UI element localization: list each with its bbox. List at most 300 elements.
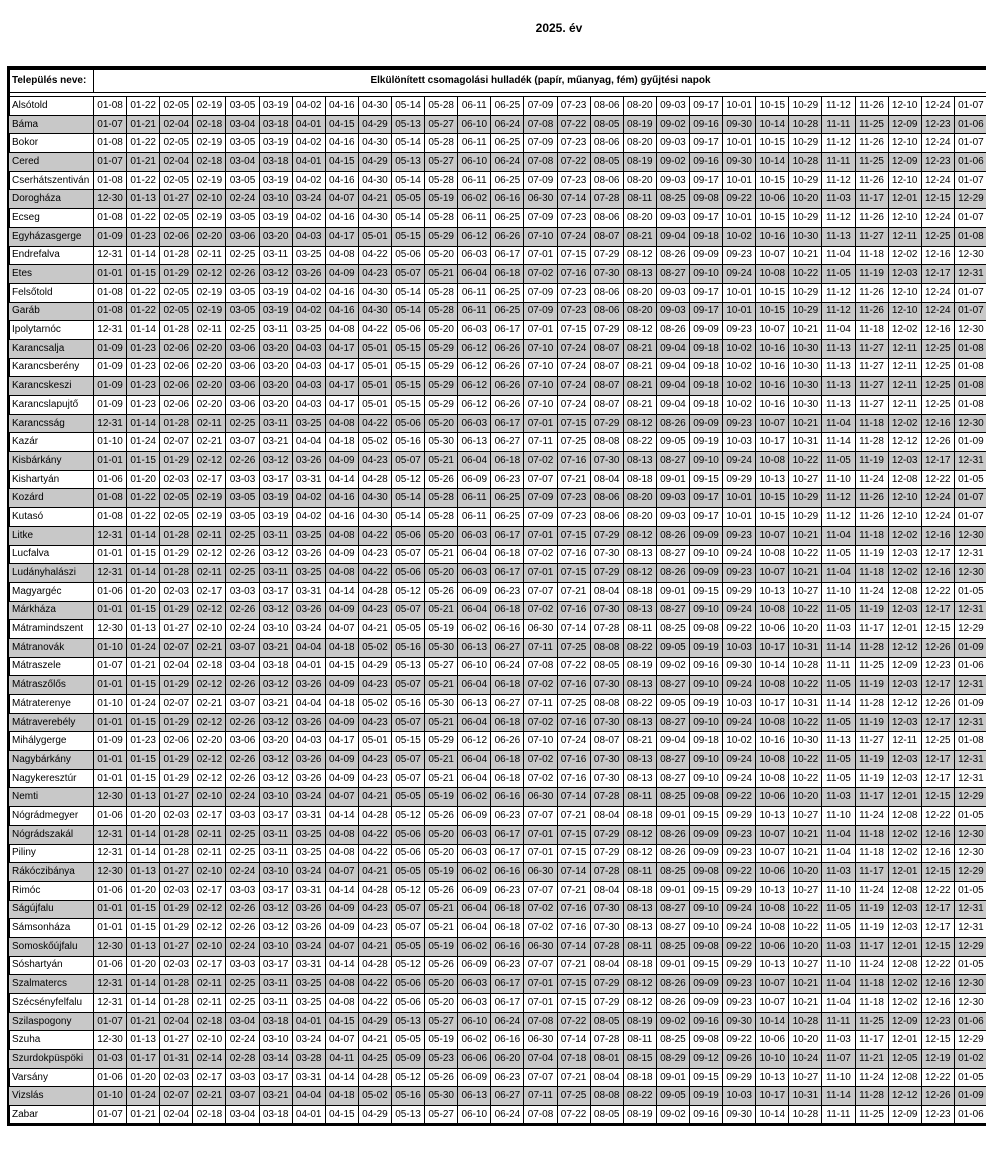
collection-date: 01-15 [127, 265, 160, 284]
collection-date: 03-18 [259, 1106, 292, 1125]
collection-date: 05-21 [425, 676, 458, 695]
collection-date: 04-17 [325, 377, 358, 396]
settlement-name: Szilaspogony [9, 1012, 94, 1031]
collection-date: 02-05 [160, 134, 193, 153]
collection-date: 08-22 [623, 1087, 656, 1106]
collection-date: 09-04 [656, 732, 689, 751]
collection-date: 01-28 [160, 975, 193, 994]
collection-date: 07-02 [524, 676, 557, 695]
collection-date: 11-14 [822, 695, 855, 714]
collection-date: 04-16 [325, 97, 358, 116]
collection-date: 04-21 [358, 190, 391, 209]
collection-date: 12-03 [888, 751, 921, 770]
collection-date: 12-24 [921, 171, 954, 190]
collection-date: 01-07 [94, 115, 127, 134]
collection-date: 11-26 [855, 489, 888, 508]
table-row [9, 713, 986, 732]
table-row [9, 134, 986, 153]
collection-date: 04-04 [292, 433, 325, 452]
collection-date: 01-01 [94, 452, 127, 471]
settlement-name: Kutasó [9, 508, 94, 527]
collection-date: 12-17 [921, 452, 954, 471]
collection-date: 04-09 [325, 713, 358, 732]
collection-date: 05-19 [425, 863, 458, 882]
collection-date: 06-10 [458, 1106, 491, 1125]
collection-date: 03-19 [259, 209, 292, 228]
collection-date: 06-12 [458, 227, 491, 246]
collection-date: 07-30 [590, 676, 623, 695]
collection-date: 06-23 [491, 956, 524, 975]
collection-date: 07-01 [524, 246, 557, 265]
collection-date: 02-05 [160, 171, 193, 190]
collection-date: 05-01 [358, 377, 391, 396]
collection-date: 01-06 [954, 1012, 986, 1031]
collection-date: 09-04 [656, 396, 689, 415]
collection-date: 09-29 [723, 582, 756, 601]
collection-date: 04-16 [325, 171, 358, 190]
collection-date: 08-12 [623, 975, 656, 994]
settlement-name: Cserhátszentiván [9, 171, 94, 190]
collection-date: 08-07 [590, 377, 623, 396]
collection-date: 08-13 [623, 601, 656, 620]
collection-date: 08-20 [623, 508, 656, 527]
collection-date: 08-21 [623, 732, 656, 751]
table-row [9, 246, 986, 265]
collection-date: 10-21 [789, 414, 822, 433]
collection-date: 11-11 [822, 153, 855, 172]
collection-date: 07-01 [524, 564, 557, 583]
collection-date: 03-19 [259, 97, 292, 116]
collection-date: 10-07 [756, 975, 789, 994]
collection-date: 10-22 [789, 769, 822, 788]
collection-date: 06-16 [491, 863, 524, 882]
collection-date: 02-04 [160, 1106, 193, 1125]
collection-date: 10-15 [756, 134, 789, 153]
collection-date: 08-21 [623, 339, 656, 358]
collection-date: 12-29 [954, 620, 986, 639]
table-row [9, 564, 986, 583]
collection-date: 08-26 [656, 321, 689, 340]
collection-date: 12-30 [954, 246, 986, 265]
settlement-name: Mátramindszent [9, 620, 94, 639]
collection-date: 06-11 [458, 283, 491, 302]
collection-date: 06-26 [491, 339, 524, 358]
collection-date: 11-17 [855, 863, 888, 882]
collection-date: 03-31 [292, 1068, 325, 1087]
collection-date: 09-03 [656, 171, 689, 190]
collection-date: 10-15 [756, 97, 789, 116]
collection-date: 07-15 [557, 414, 590, 433]
collection-date: 08-12 [623, 321, 656, 340]
collection-date: 01-09 [94, 377, 127, 396]
collection-date: 09-23 [723, 825, 756, 844]
collection-date: 06-18 [491, 919, 524, 938]
collection-date: 02-12 [193, 769, 226, 788]
collection-date: 01-13 [127, 863, 160, 882]
collection-date: 08-25 [656, 788, 689, 807]
settlement-name: Felsőtold [9, 283, 94, 302]
settlement-name: Zabar [9, 1106, 94, 1125]
collection-date: 05-07 [391, 900, 424, 919]
collection-date: 12-02 [888, 825, 921, 844]
collection-date: 01-14 [127, 564, 160, 583]
collection-date: 11-19 [855, 713, 888, 732]
collection-date: 07-28 [590, 863, 623, 882]
collection-date: 01-01 [94, 676, 127, 695]
collection-date: 05-29 [425, 377, 458, 396]
collection-date: 09-24 [723, 601, 756, 620]
collection-date: 10-02 [723, 396, 756, 415]
collection-date: 03-05 [226, 171, 259, 190]
collection-date: 06-10 [458, 153, 491, 172]
collection-date: 04-09 [325, 900, 358, 919]
collection-date: 07-30 [590, 919, 623, 938]
collection-date: 06-09 [458, 1068, 491, 1087]
collection-date: 10-21 [789, 246, 822, 265]
collection-date: 04-28 [358, 582, 391, 601]
settlement-name: Kozárd [9, 489, 94, 508]
collection-date: 11-12 [822, 97, 855, 116]
collection-date: 09-02 [656, 1106, 689, 1125]
collection-date: 07-02 [524, 751, 557, 770]
collection-date: 10-08 [756, 545, 789, 564]
collection-date: 10-07 [756, 825, 789, 844]
collection-date: 08-11 [623, 788, 656, 807]
collection-date: 05-21 [425, 545, 458, 564]
collection-date: 05-13 [391, 1012, 424, 1031]
collection-date: 10-31 [789, 638, 822, 657]
collection-date: 08-20 [623, 209, 656, 228]
collection-date: 11-05 [822, 713, 855, 732]
collection-date: 12-02 [888, 564, 921, 583]
collection-date: 05-15 [391, 396, 424, 415]
collection-date: 04-28 [358, 807, 391, 826]
collection-date: 07-09 [524, 134, 557, 153]
collection-date: 06-04 [458, 545, 491, 564]
collection-date: 04-28 [358, 470, 391, 489]
settlement-name: Piliny [9, 844, 94, 863]
collection-date: 06-04 [458, 452, 491, 471]
collection-date: 06-10 [458, 115, 491, 134]
settlement-name: Cered [9, 153, 94, 172]
collection-date: 02-24 [226, 1031, 259, 1050]
collection-date: 12-08 [888, 881, 921, 900]
collection-date: 05-06 [391, 825, 424, 844]
collection-date: 02-17 [193, 956, 226, 975]
collection-date: 12-22 [921, 807, 954, 826]
collection-date: 11-05 [822, 452, 855, 471]
collection-date: 06-11 [458, 97, 491, 116]
collection-date: 05-15 [391, 339, 424, 358]
collection-date: 03-11 [259, 414, 292, 433]
collection-date: 11-13 [822, 732, 855, 751]
collection-date: 07-16 [557, 751, 590, 770]
collection-date: 07-25 [557, 433, 590, 452]
collection-date: 07-21 [557, 582, 590, 601]
collection-date: 11-25 [855, 657, 888, 676]
collection-date: 09-17 [689, 97, 722, 116]
collection-date: 04-30 [358, 209, 391, 228]
collection-date: 06-11 [458, 171, 491, 190]
collection-date: 04-21 [358, 1031, 391, 1050]
collection-date: 12-01 [888, 1031, 921, 1050]
collection-date: 01-01 [94, 751, 127, 770]
collection-date: 12-12 [888, 433, 921, 452]
collection-date: 11-04 [822, 994, 855, 1013]
collection-date: 09-04 [656, 358, 689, 377]
table-row [9, 732, 986, 751]
collection-date: 09-23 [723, 994, 756, 1013]
collection-date: 07-01 [524, 994, 557, 1013]
collection-date: 03-11 [259, 844, 292, 863]
collection-date: 11-17 [855, 1031, 888, 1050]
collection-date: 07-08 [524, 1106, 557, 1125]
collection-date: 06-18 [491, 265, 524, 284]
collection-date: 09-22 [723, 190, 756, 209]
collection-date: 10-22 [789, 601, 822, 620]
collection-date: 05-02 [358, 638, 391, 657]
collection-date: 08-15 [623, 1050, 656, 1069]
collection-date: 06-18 [491, 769, 524, 788]
collection-date: 03-25 [292, 975, 325, 994]
collection-date: 12-16 [921, 414, 954, 433]
collection-date: 01-07 [954, 489, 986, 508]
collection-date: 02-06 [160, 732, 193, 751]
collection-date: 09-01 [656, 1068, 689, 1087]
collection-date: 02-19 [193, 283, 226, 302]
collection-date: 06-18 [491, 751, 524, 770]
collection-date: 02-12 [193, 676, 226, 695]
collection-date: 12-25 [921, 227, 954, 246]
collection-date: 07-30 [590, 713, 623, 732]
collection-date: 02-26 [226, 713, 259, 732]
collection-date: 02-20 [193, 227, 226, 246]
collection-date: 08-25 [656, 1031, 689, 1050]
collection-date: 05-21 [425, 751, 458, 770]
collection-date: 02-03 [160, 807, 193, 826]
collection-date: 02-18 [193, 153, 226, 172]
collection-date: 03-17 [259, 881, 292, 900]
collection-date: 04-03 [292, 396, 325, 415]
collection-date: 08-13 [623, 900, 656, 919]
collection-date: 08-21 [623, 358, 656, 377]
collection-date: 12-11 [888, 732, 921, 751]
collection-date: 04-18 [325, 433, 358, 452]
collection-date: 03-05 [226, 97, 259, 116]
collection-date: 11-12 [822, 283, 855, 302]
settlement-name: Ecseg [9, 209, 94, 228]
collection-date: 01-06 [954, 1106, 986, 1125]
collection-date: 02-07 [160, 638, 193, 657]
collection-date: 01-13 [127, 620, 160, 639]
collection-date: 05-07 [391, 751, 424, 770]
collection-date: 02-25 [226, 526, 259, 545]
collection-date: 04-30 [358, 283, 391, 302]
collection-date: 12-23 [921, 115, 954, 134]
collection-date: 07-18 [557, 1050, 590, 1069]
collection-date: 11-19 [855, 751, 888, 770]
collection-date: 06-03 [458, 844, 491, 863]
collection-date: 04-23 [358, 265, 391, 284]
collection-date: 09-24 [723, 265, 756, 284]
settlement-name: Sámsonháza [9, 919, 94, 938]
settlement-name: Mátraszele [9, 657, 94, 676]
settlement-name: Szécsényfelfalu [9, 994, 94, 1013]
collection-date: 11-26 [855, 302, 888, 321]
collection-date: 04-28 [358, 1068, 391, 1087]
collection-date: 06-30 [524, 1031, 557, 1050]
collection-date: 07-08 [524, 1012, 557, 1031]
collection-date: 01-21 [127, 1012, 160, 1031]
collection-date: 09-08 [689, 937, 722, 956]
collection-date: 05-20 [425, 994, 458, 1013]
collection-date: 03-12 [259, 751, 292, 770]
collection-date: 04-30 [358, 134, 391, 153]
collection-date: 01-27 [160, 190, 193, 209]
collection-date: 11-03 [822, 788, 855, 807]
collection-date: 12-08 [888, 582, 921, 601]
collection-date: 05-20 [425, 844, 458, 863]
collection-date: 10-21 [789, 564, 822, 583]
collection-date: 11-27 [855, 339, 888, 358]
collection-date: 09-23 [723, 564, 756, 583]
collection-date: 02-12 [193, 751, 226, 770]
collection-date: 03-25 [292, 246, 325, 265]
collection-date: 08-19 [623, 657, 656, 676]
collection-date: 03-21 [259, 433, 292, 452]
collection-date: 06-26 [491, 377, 524, 396]
collection-date: 08-04 [590, 956, 623, 975]
collection-date: 06-26 [491, 396, 524, 415]
collection-date: 01-22 [127, 209, 160, 228]
collection-date: 08-27 [656, 265, 689, 284]
collection-date: 08-20 [623, 283, 656, 302]
collection-date: 04-29 [358, 115, 391, 134]
collection-date: 05-15 [391, 227, 424, 246]
collection-date: 12-10 [888, 508, 921, 527]
collection-date: 10-17 [756, 1087, 789, 1106]
collection-date: 05-05 [391, 1031, 424, 1050]
collection-date: 04-22 [358, 975, 391, 994]
collection-date: 03-11 [259, 321, 292, 340]
collection-date: 09-22 [723, 937, 756, 956]
settlement-name: Szurdokpüspöki [9, 1050, 94, 1069]
collection-date: 02-18 [193, 1106, 226, 1125]
collection-date: 02-06 [160, 377, 193, 396]
collection-date: 12-30 [94, 863, 127, 882]
collection-date: 10-30 [789, 358, 822, 377]
collection-date: 02-10 [193, 937, 226, 956]
collection-date: 09-24 [723, 751, 756, 770]
collection-date: 12-16 [921, 526, 954, 545]
collection-date: 10-28 [789, 657, 822, 676]
collection-date: 01-23 [127, 396, 160, 415]
collection-date: 11-05 [822, 919, 855, 938]
collection-date: 01-06 [954, 657, 986, 676]
collection-date: 03-17 [259, 807, 292, 826]
collection-date: 03-11 [259, 526, 292, 545]
collection-date: 11-14 [822, 638, 855, 657]
collection-date: 09-24 [723, 452, 756, 471]
collection-date: 11-18 [855, 844, 888, 863]
collection-date: 05-01 [358, 227, 391, 246]
collection-date: 05-01 [358, 396, 391, 415]
collection-date: 09-01 [656, 582, 689, 601]
collection-date: 10-14 [756, 657, 789, 676]
collection-date: 06-02 [458, 620, 491, 639]
collection-date: 05-19 [425, 190, 458, 209]
collection-date: 12-23 [921, 153, 954, 172]
collection-date: 05-07 [391, 545, 424, 564]
collection-date: 01-15 [127, 676, 160, 695]
collection-date: 07-21 [557, 807, 590, 826]
collection-date: 01-08 [94, 134, 127, 153]
collection-date: 12-19 [921, 1050, 954, 1069]
collection-date: 02-04 [160, 657, 193, 676]
collection-date: 05-12 [391, 956, 424, 975]
collection-date: 12-17 [921, 601, 954, 620]
collection-date: 07-10 [524, 227, 557, 246]
collection-date: 01-21 [127, 657, 160, 676]
collection-date: 01-08 [954, 339, 986, 358]
collection-date: 02-20 [193, 732, 226, 751]
collection-date: 05-28 [425, 283, 458, 302]
collection-date: 02-19 [193, 171, 226, 190]
collection-date: 08-06 [590, 97, 623, 116]
collection-date: 06-16 [491, 788, 524, 807]
collection-date: 07-30 [590, 601, 623, 620]
collection-date: 12-05 [888, 1050, 921, 1069]
collection-date: 04-23 [358, 676, 391, 695]
collection-date: 02-26 [226, 769, 259, 788]
collection-date: 04-14 [325, 956, 358, 975]
collection-date: 04-03 [292, 377, 325, 396]
collection-date: 12-10 [888, 134, 921, 153]
collection-date: 02-11 [193, 844, 226, 863]
collection-date: 03-03 [226, 956, 259, 975]
table-row [9, 900, 986, 919]
collection-date: 09-30 [723, 1012, 756, 1031]
collection-date: 06-18 [491, 713, 524, 732]
collection-date: 04-21 [358, 620, 391, 639]
collection-date: 10-07 [756, 564, 789, 583]
collection-date: 12-10 [888, 489, 921, 508]
collection-date: 03-21 [259, 1087, 292, 1106]
collection-date: 10-06 [756, 1031, 789, 1050]
collection-date: 04-23 [358, 713, 391, 732]
header-row [9, 70, 986, 93]
collection-date: 02-18 [193, 657, 226, 676]
collection-date: 01-29 [160, 769, 193, 788]
collection-date: 12-31 [94, 994, 127, 1013]
collection-date: 10-29 [789, 209, 822, 228]
collection-date: 05-14 [391, 97, 424, 116]
collection-date: 02-18 [193, 115, 226, 134]
collection-date: 11-25 [855, 1106, 888, 1125]
collection-date: 07-16 [557, 545, 590, 564]
collection-date: 03-26 [292, 452, 325, 471]
collection-date: 12-24 [921, 302, 954, 321]
settlement-name: Nógrádmegyer [9, 807, 94, 826]
collection-date: 01-08 [954, 396, 986, 415]
collection-date: 10-29 [789, 508, 822, 527]
collection-date: 04-14 [325, 881, 358, 900]
collection-date: 06-02 [458, 937, 491, 956]
collection-date: 01-06 [94, 807, 127, 826]
collection-date: 03-26 [292, 545, 325, 564]
settlement-name: Etes [9, 265, 94, 284]
collection-date: 02-03 [160, 1068, 193, 1087]
